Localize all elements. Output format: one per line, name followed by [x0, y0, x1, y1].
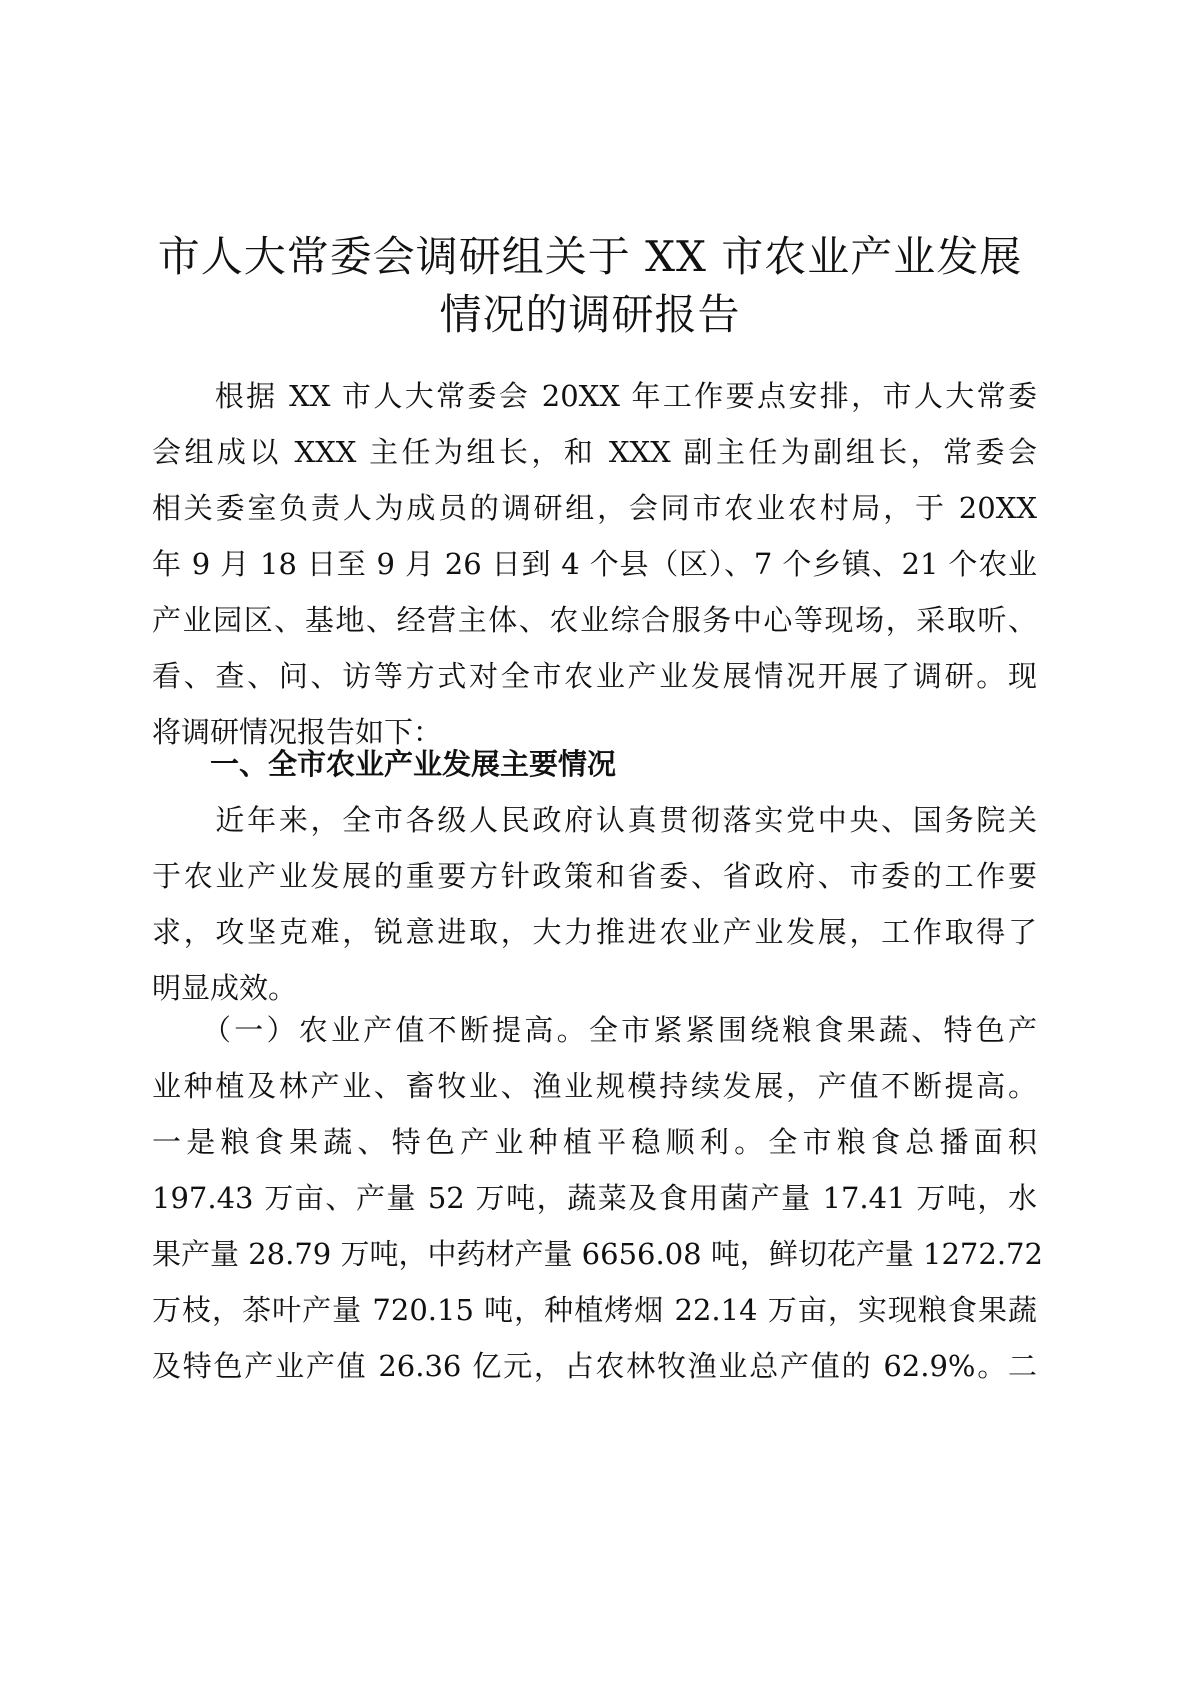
paragraph-output-value — [152, 1002, 1043, 1394]
paragraph-line: 看、查、问、访等方式对全市农业产业发展情况开展了调研。现 — [152, 659, 1037, 693]
paragraph-line: 于农业产业发展的重要方针政策和省委、省政府、市委的工作要 — [152, 859, 1037, 893]
paragraph-line: 产业园区、基地、经营主体、农业综合服务中心等现场，采取听、 — [152, 603, 1037, 637]
document-title — [140, 228, 1040, 344]
paragraph-intro — [152, 368, 1037, 760]
paragraph-line: 年 9 月 18 日至 9 月 26 日到 4 个县（区）、7 个乡镇、21 个农业 — [152, 547, 1037, 581]
paragraph-line: 求，攻坚克难，锐意进取，大力推进农业产业发展，工作取得了 — [152, 915, 1037, 949]
paragraph-line: 根据 XX 市人大常委会 20XX 年工作要点安排，市人大常委 — [152, 379, 1037, 413]
paragraph-line: 197.43 万亩、产量 52 万吨，蔬菜及食用菌产量 17.41 万吨，水 — [152, 1181, 1037, 1215]
section-heading: 一、全市农业产业发展主要情况 — [152, 747, 617, 781]
paragraph-line: 及特色产业产值 26.36 亿元，占农林牧渔业总产值的 62.9%。二 — [152, 1349, 1037, 1383]
paragraph-line: 果产量 28.79 万吨，中药材产量 6656.08 吨，鲜切花产量 1272.72 — [152, 1237, 1043, 1271]
paragraph-line: 业种植及林产业、畜牧业、渔业规模持续发展，产值不断提高。 — [152, 1069, 1037, 1103]
paragraph-line: 将调研情况报告如下： — [152, 715, 443, 749]
paragraph-line: 近年来，全市各级人民政府认真贯彻落实党中央、国务院关 — [152, 803, 1037, 837]
title-line-2: 情况的调研报告 — [439, 290, 741, 339]
paragraph-line: 一是粮食果蔬、特色产业种植平稳顺利。全市粮食总播面积 — [152, 1125, 1037, 1159]
paragraph-line: （一）农业产值不断提高。全市紧紧围绕粮食果蔬、特色产 — [152, 1013, 1037, 1047]
paragraph-line: 会组成以 XXX 主任为组长，和 XXX 副主任为副组长，常委会 — [152, 435, 1037, 469]
title-line-1: 市人大常委会调研组关于 XX 市农业产业发展 — [157, 232, 1023, 281]
paragraph-overview — [152, 792, 1037, 1016]
paragraph-line: 万枝，茶叶产量 720.15 吨，种植烤烟 22.14 万亩，实现粮食果蔬 — [152, 1293, 1037, 1327]
paragraph-line: 明显成效。 — [152, 971, 298, 1005]
paragraph-line: 相关委室负责人为成员的调研组，会同市农业农村局，于 20XX — [152, 491, 1037, 525]
section-heading-block — [152, 736, 1037, 792]
